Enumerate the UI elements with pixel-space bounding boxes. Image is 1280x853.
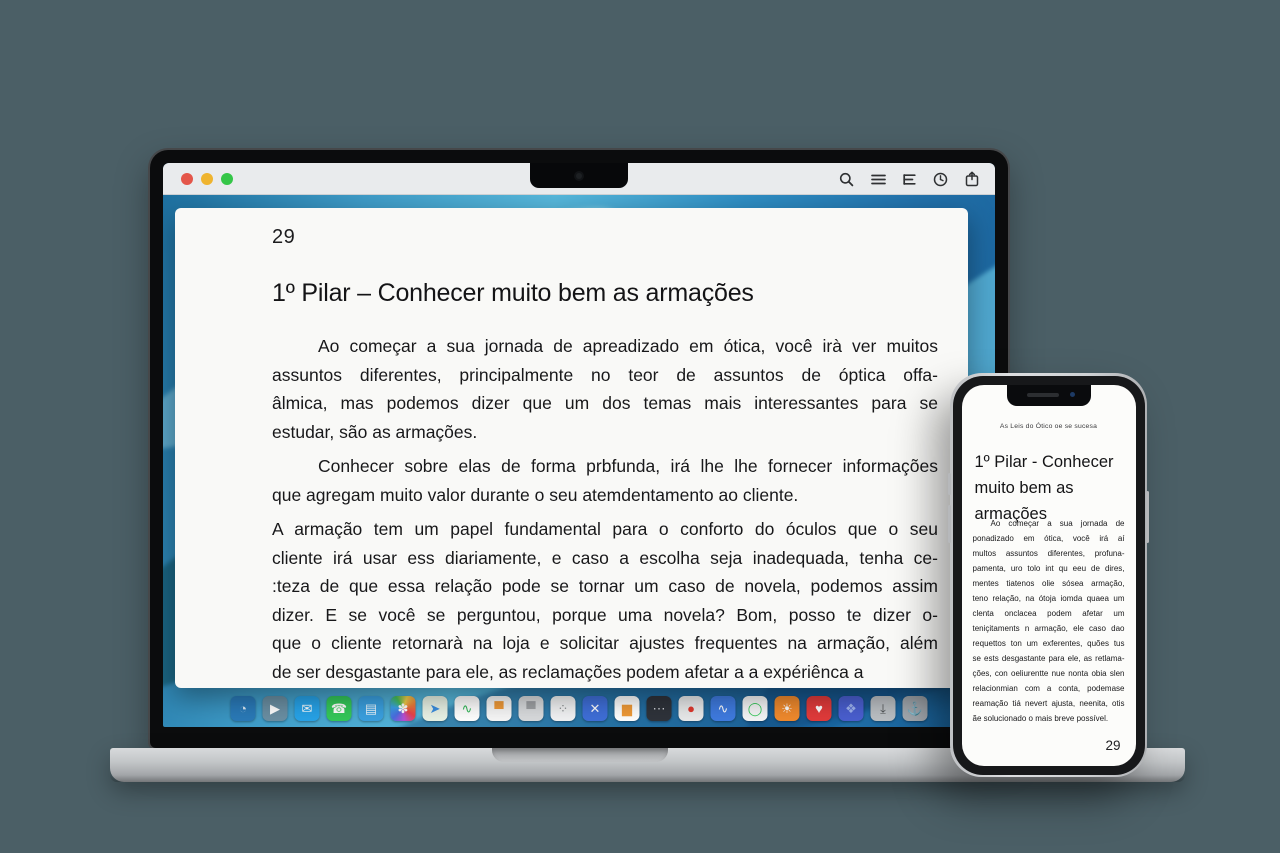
x-app-icon[interactable] bbox=[583, 696, 608, 721]
downloads-icon-glyph: ⤓ bbox=[880, 701, 886, 716]
phone bbox=[950, 373, 1147, 777]
phone-notch bbox=[1007, 385, 1091, 406]
text-line: âlmica, mas podemos dizer que um dos temas mais interessantes para se bbox=[272, 393, 938, 413]
text-line: :teza de que essa relação pode se tornar um caso de novela, podemos assim bbox=[272, 576, 938, 596]
launchpad-icon[interactable] bbox=[551, 696, 576, 721]
text-line: pamenta, uro tolo int qu eeu de dires, bbox=[972, 563, 1125, 573]
text-line: estudar, são as armações. bbox=[272, 421, 478, 442]
launchpad-icon-glyph: ⁘ bbox=[557, 701, 569, 716]
health-icon-glyph: ♥ bbox=[815, 701, 823, 716]
focus-icon-glyph: ◯ bbox=[747, 701, 763, 716]
text-line: assuntos diferentes, principalmente no teor de assuntos de óptica offa- bbox=[272, 364, 938, 385]
paragraph bbox=[272, 515, 938, 686]
volume-up-button bbox=[948, 473, 951, 495]
power-button bbox=[1146, 491, 1149, 543]
docs-icon-glyph: ▆ bbox=[622, 701, 632, 716]
heading-line: 1º Pilar - Conhecer bbox=[974, 452, 1114, 471]
laptop-display bbox=[163, 163, 995, 727]
text-line: de ser desgastante para ele, as reclamações podem afetar a a expériênca a bbox=[272, 661, 864, 682]
wings-icon-glyph: ❖ bbox=[845, 701, 857, 716]
browser-icon[interactable] bbox=[231, 696, 256, 721]
speaker-icon bbox=[1027, 393, 1059, 397]
phone-screen bbox=[962, 385, 1136, 766]
maps-icon-glyph: ➤ bbox=[429, 701, 441, 716]
weather-icon-glyph: ☀ bbox=[781, 701, 793, 716]
photos-icon-glyph: ✽ bbox=[397, 701, 409, 716]
record-icon[interactable] bbox=[679, 696, 704, 721]
files-icon-glyph: ▀ bbox=[494, 701, 504, 716]
anchor-icon-glyph: ⚓ bbox=[906, 701, 924, 716]
laptop-lid-notch bbox=[492, 748, 668, 762]
text-line: cliente irá usar ess diariamente, e caso a escolha seja inadequada, tenha ce- bbox=[272, 547, 938, 568]
photos-icon[interactable] bbox=[391, 696, 416, 721]
running-header: As Leis do Ótico oe se sucesa bbox=[999, 422, 1098, 430]
minimize-button[interactable] bbox=[201, 173, 213, 185]
freeform-icon-glyph: ∿ bbox=[461, 701, 473, 716]
text-line: ções, con oeliurentte nue nonta obia slen bbox=[972, 668, 1125, 678]
text-line: teniçitaments n armação, ele caso dao bbox=[972, 623, 1125, 633]
dock bbox=[231, 696, 928, 721]
anchor-icon[interactable] bbox=[903, 696, 928, 721]
webcam-icon bbox=[576, 173, 582, 179]
text-line: Ao começar a sua jornada de apreadizado em ótica, você irà ver muitos bbox=[318, 336, 938, 356]
keyboard-icon-glyph: ⋯ bbox=[652, 701, 666, 716]
text-line: multos assuntos diferentes, profuna- bbox=[972, 548, 1125, 558]
volume-down-button bbox=[948, 505, 951, 543]
chapter-heading: 1º Pilar – Conhecer muito bem as armações bbox=[272, 279, 754, 307]
activity-icon-glyph: ∿ bbox=[717, 701, 729, 716]
activity-icon[interactable] bbox=[711, 696, 736, 721]
mail-icon-glyph: ✉ bbox=[301, 701, 313, 716]
docs-icon[interactable] bbox=[615, 696, 640, 721]
text-line: relacionmian com a conta, podemase bbox=[972, 683, 1125, 693]
text-line: reamação tiá nevert ajusta, neenita, otis bbox=[972, 698, 1125, 708]
freeform-icon[interactable] bbox=[455, 696, 480, 721]
phone-bezel bbox=[953, 376, 1145, 775]
share-icon[interactable] bbox=[965, 171, 979, 187]
titlebar-toolbar bbox=[839, 163, 979, 195]
text-line: teno relação, na ótoja iomda quaea um bbox=[972, 593, 1125, 603]
phone-icon[interactable] bbox=[327, 696, 352, 721]
laptop-screen bbox=[150, 150, 1008, 748]
browser-icon-glyph: ◔ bbox=[239, 701, 247, 716]
text-line: ãe solucionado o mais breve possível. bbox=[972, 713, 1109, 723]
heading-line: muito bem as bbox=[974, 478, 1074, 497]
phone-page-number: 29 bbox=[1105, 737, 1121, 753]
text-line: que o cliente retornarà na loja e solicitar ajustes frequentes na armação, além bbox=[272, 633, 938, 653]
text-line: dizer. E se você se perguntou, porque uma novela? Bom, posso te dizer o- bbox=[272, 604, 938, 625]
text-line: mentes tiatenos olie sósea armação, bbox=[972, 578, 1125, 588]
mail-icon[interactable] bbox=[295, 696, 320, 721]
zoom-button[interactable] bbox=[221, 173, 233, 185]
document-page bbox=[175, 208, 968, 688]
heading-line: armações bbox=[974, 504, 1047, 523]
calendar-icon-glyph: ▤ bbox=[364, 701, 378, 716]
macbook-notch bbox=[530, 163, 628, 188]
document-body bbox=[272, 332, 938, 686]
camera-icon bbox=[1070, 392, 1075, 397]
text-line: Ao começar a sua jornada de bbox=[990, 518, 1125, 528]
x-app-icon-glyph: ✕ bbox=[589, 701, 601, 716]
text-line: Conhecer sobre elas de forma prbfunda, irá lhe lhe fornecer informações bbox=[318, 456, 938, 476]
text-line: ponadizado em ótica, você irá aí bbox=[972, 533, 1125, 543]
traffic-lights bbox=[181, 173, 233, 185]
record-icon-glyph: ● bbox=[687, 701, 695, 716]
close-button[interactable] bbox=[181, 173, 193, 185]
text-line: se ests desgastante para ele, as retlama- bbox=[972, 653, 1125, 663]
files-icon[interactable] bbox=[487, 696, 512, 721]
contents-icon[interactable] bbox=[903, 173, 916, 186]
page-number: 29 bbox=[272, 226, 296, 248]
phone-document-body bbox=[973, 516, 1125, 726]
text-line: A armação tem um papel fundamental para o conforto do óculos que o seu bbox=[272, 519, 938, 539]
text-line: que agregam muito valor durante o seu atemdentamento ao cliente. bbox=[272, 484, 799, 505]
window-icon-glyph: ▀ bbox=[526, 701, 536, 716]
play-icon[interactable] bbox=[263, 696, 288, 721]
wings-icon[interactable] bbox=[839, 696, 864, 721]
downloads-icon[interactable] bbox=[871, 696, 896, 721]
text-line: requettos ton um exferentes, quões tus bbox=[972, 638, 1125, 648]
keyboard-icon[interactable] bbox=[647, 696, 672, 721]
menu-icon[interactable] bbox=[871, 173, 886, 186]
phone-icon-glyph: ☎ bbox=[330, 701, 348, 716]
paragraph bbox=[272, 332, 938, 446]
maps-icon[interactable] bbox=[423, 696, 448, 721]
focus-icon[interactable] bbox=[743, 696, 768, 721]
play-icon-glyph: ▶ bbox=[270, 701, 280, 716]
calendar-icon[interactable] bbox=[359, 696, 384, 721]
health-icon[interactable] bbox=[807, 696, 832, 721]
text-line: clenta onclacea podem afetar um bbox=[972, 608, 1125, 618]
search-icon[interactable] bbox=[839, 172, 854, 187]
window-icon[interactable] bbox=[519, 696, 544, 721]
paragraph bbox=[272, 452, 938, 509]
weather-icon[interactable] bbox=[775, 696, 800, 721]
clock-icon[interactable] bbox=[933, 172, 948, 187]
